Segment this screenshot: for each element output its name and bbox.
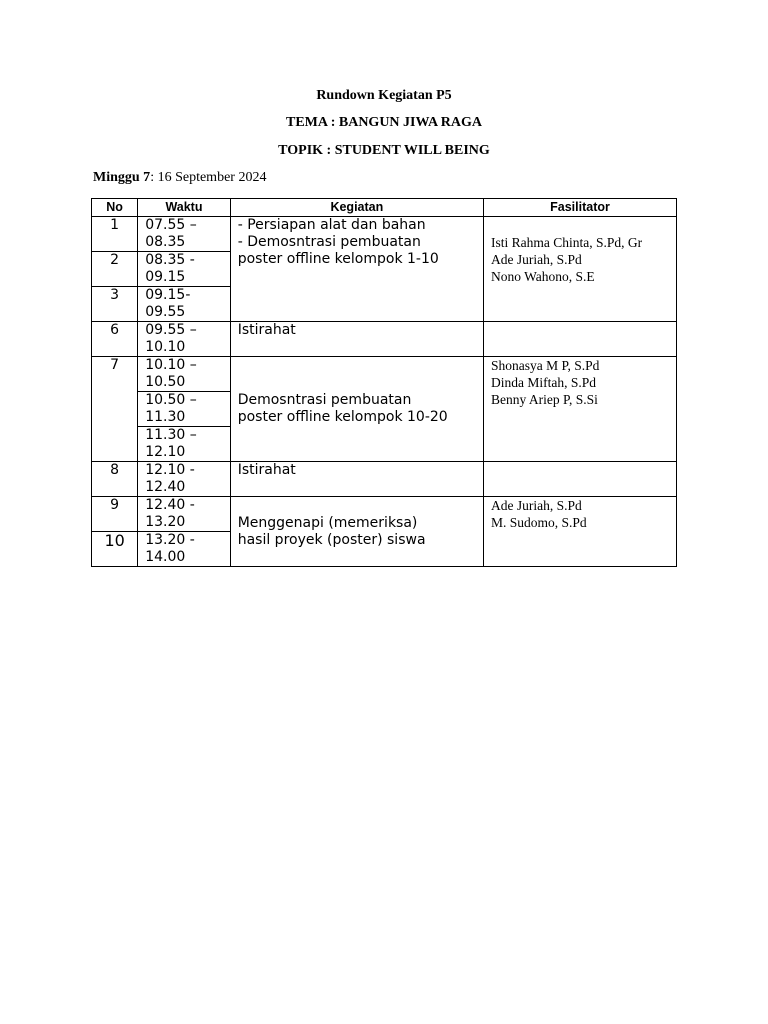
time-start: 10.50 – xyxy=(145,392,197,408)
activity-line: poster offline kelompok 10-20 xyxy=(237,409,448,425)
facilitator-name: Ade Juriah, S.Pd xyxy=(491,252,582,267)
row-time xyxy=(138,497,230,532)
facilitator-name: Benny Ariep P, S.Si xyxy=(491,392,598,407)
activity-cell xyxy=(230,217,483,322)
schedule-table xyxy=(91,198,677,567)
facilitator-name: Dinda Miftah, S.Pd xyxy=(491,375,597,390)
time-start: 09.55 – xyxy=(145,322,197,338)
time-end: 12.40 xyxy=(145,479,186,495)
activity-cell xyxy=(230,322,483,357)
table-header-row xyxy=(92,199,677,217)
row-time xyxy=(138,427,230,462)
table-row xyxy=(92,217,677,252)
row-number: 8 xyxy=(92,462,138,497)
topic-heading: TOPIK : STUDENT WILL BEING xyxy=(278,143,490,158)
week-label: Minggu 7 xyxy=(93,170,151,185)
facilitator-name: Ade Juriah, S.Pd xyxy=(491,498,582,513)
facilitator-name: Nono Wahono, S.E xyxy=(491,269,595,284)
time-start: 08.35 - xyxy=(145,252,195,268)
table-row xyxy=(92,497,677,532)
time-end: 11.30 xyxy=(145,409,186,425)
time-start: 12.10 - xyxy=(145,462,195,478)
activity-line: poster offline kelompok 1-10 xyxy=(237,251,439,267)
header-time: Waktu xyxy=(138,199,230,217)
row-number: 10 xyxy=(92,532,138,567)
row-time xyxy=(138,252,230,287)
week-line xyxy=(93,170,266,186)
row-time xyxy=(138,322,230,357)
theme-heading: TEMA : BANGUN JIWA RAGA xyxy=(285,115,482,130)
activity-cell xyxy=(230,357,483,462)
facilitator-name: Shonasya M P, S.Pd xyxy=(491,358,600,373)
time-start: 09.15- xyxy=(145,287,191,303)
time-end: 13.20 xyxy=(145,514,186,530)
activity-line: Istirahat xyxy=(237,462,296,478)
row-time xyxy=(138,462,230,497)
facilitator-cell xyxy=(484,322,677,357)
time-start: 12.40 - xyxy=(145,497,195,513)
time-start: 11.30 – xyxy=(145,427,197,443)
row-number: 1 xyxy=(92,217,138,252)
row-time xyxy=(138,357,230,392)
time-end: 14.00 xyxy=(145,549,186,565)
activity-line: Menggenapi (memeriksa) xyxy=(237,514,418,531)
table-row xyxy=(92,322,677,357)
row-time xyxy=(138,392,230,427)
row-number: 6 xyxy=(92,322,138,357)
activity-line: Demosntrasi pembuatan xyxy=(237,392,412,408)
facilitator-cell xyxy=(484,357,677,462)
time-end: 09.55 xyxy=(145,304,186,320)
table-row xyxy=(92,462,677,497)
facilitator-cell xyxy=(484,217,677,322)
row-number: 9 xyxy=(92,497,138,532)
facilitator-cell xyxy=(484,497,677,567)
time-end: 12.10 xyxy=(145,444,186,460)
row-time xyxy=(138,532,230,567)
time-end: 08.35 xyxy=(145,234,186,250)
activity-line: Istirahat xyxy=(237,322,296,338)
time-start: 10.10 – xyxy=(145,357,197,373)
activity-cell xyxy=(230,462,483,497)
activity-cell xyxy=(230,497,483,567)
row-number: 7 xyxy=(92,357,138,462)
header-activity: Kegiatan xyxy=(230,199,483,217)
row-time xyxy=(138,217,230,252)
document-title: Rundown Kegiatan P5 xyxy=(316,88,452,103)
row-number: 2 xyxy=(92,252,138,287)
row-time xyxy=(138,287,230,322)
header-facilitator: Fasilitator xyxy=(484,199,677,217)
activity-line: - Demosntrasi pembuatan xyxy=(237,234,421,250)
facilitator-name: Isti Rahma Chinta, S.Pd, Gr xyxy=(491,235,643,250)
time-start: 13.20 - xyxy=(145,532,195,548)
table-row xyxy=(92,357,677,392)
row-number: 3 xyxy=(92,287,138,322)
activity-line: - Persiapan alat dan bahan xyxy=(237,217,426,233)
time-end: 10.10 xyxy=(145,339,186,355)
header-no: No xyxy=(92,199,138,217)
activity-line: hasil proyek (poster) siswa xyxy=(237,531,426,548)
time-end: 10.50 xyxy=(145,374,186,390)
time-start: 07.55 – xyxy=(145,217,197,233)
week-date: : 16 September 2024 xyxy=(150,170,267,185)
facilitator-cell xyxy=(484,462,677,497)
facilitator-name: M. Sudomo, S.Pd xyxy=(491,515,587,530)
time-end: 09.15 xyxy=(145,269,186,285)
